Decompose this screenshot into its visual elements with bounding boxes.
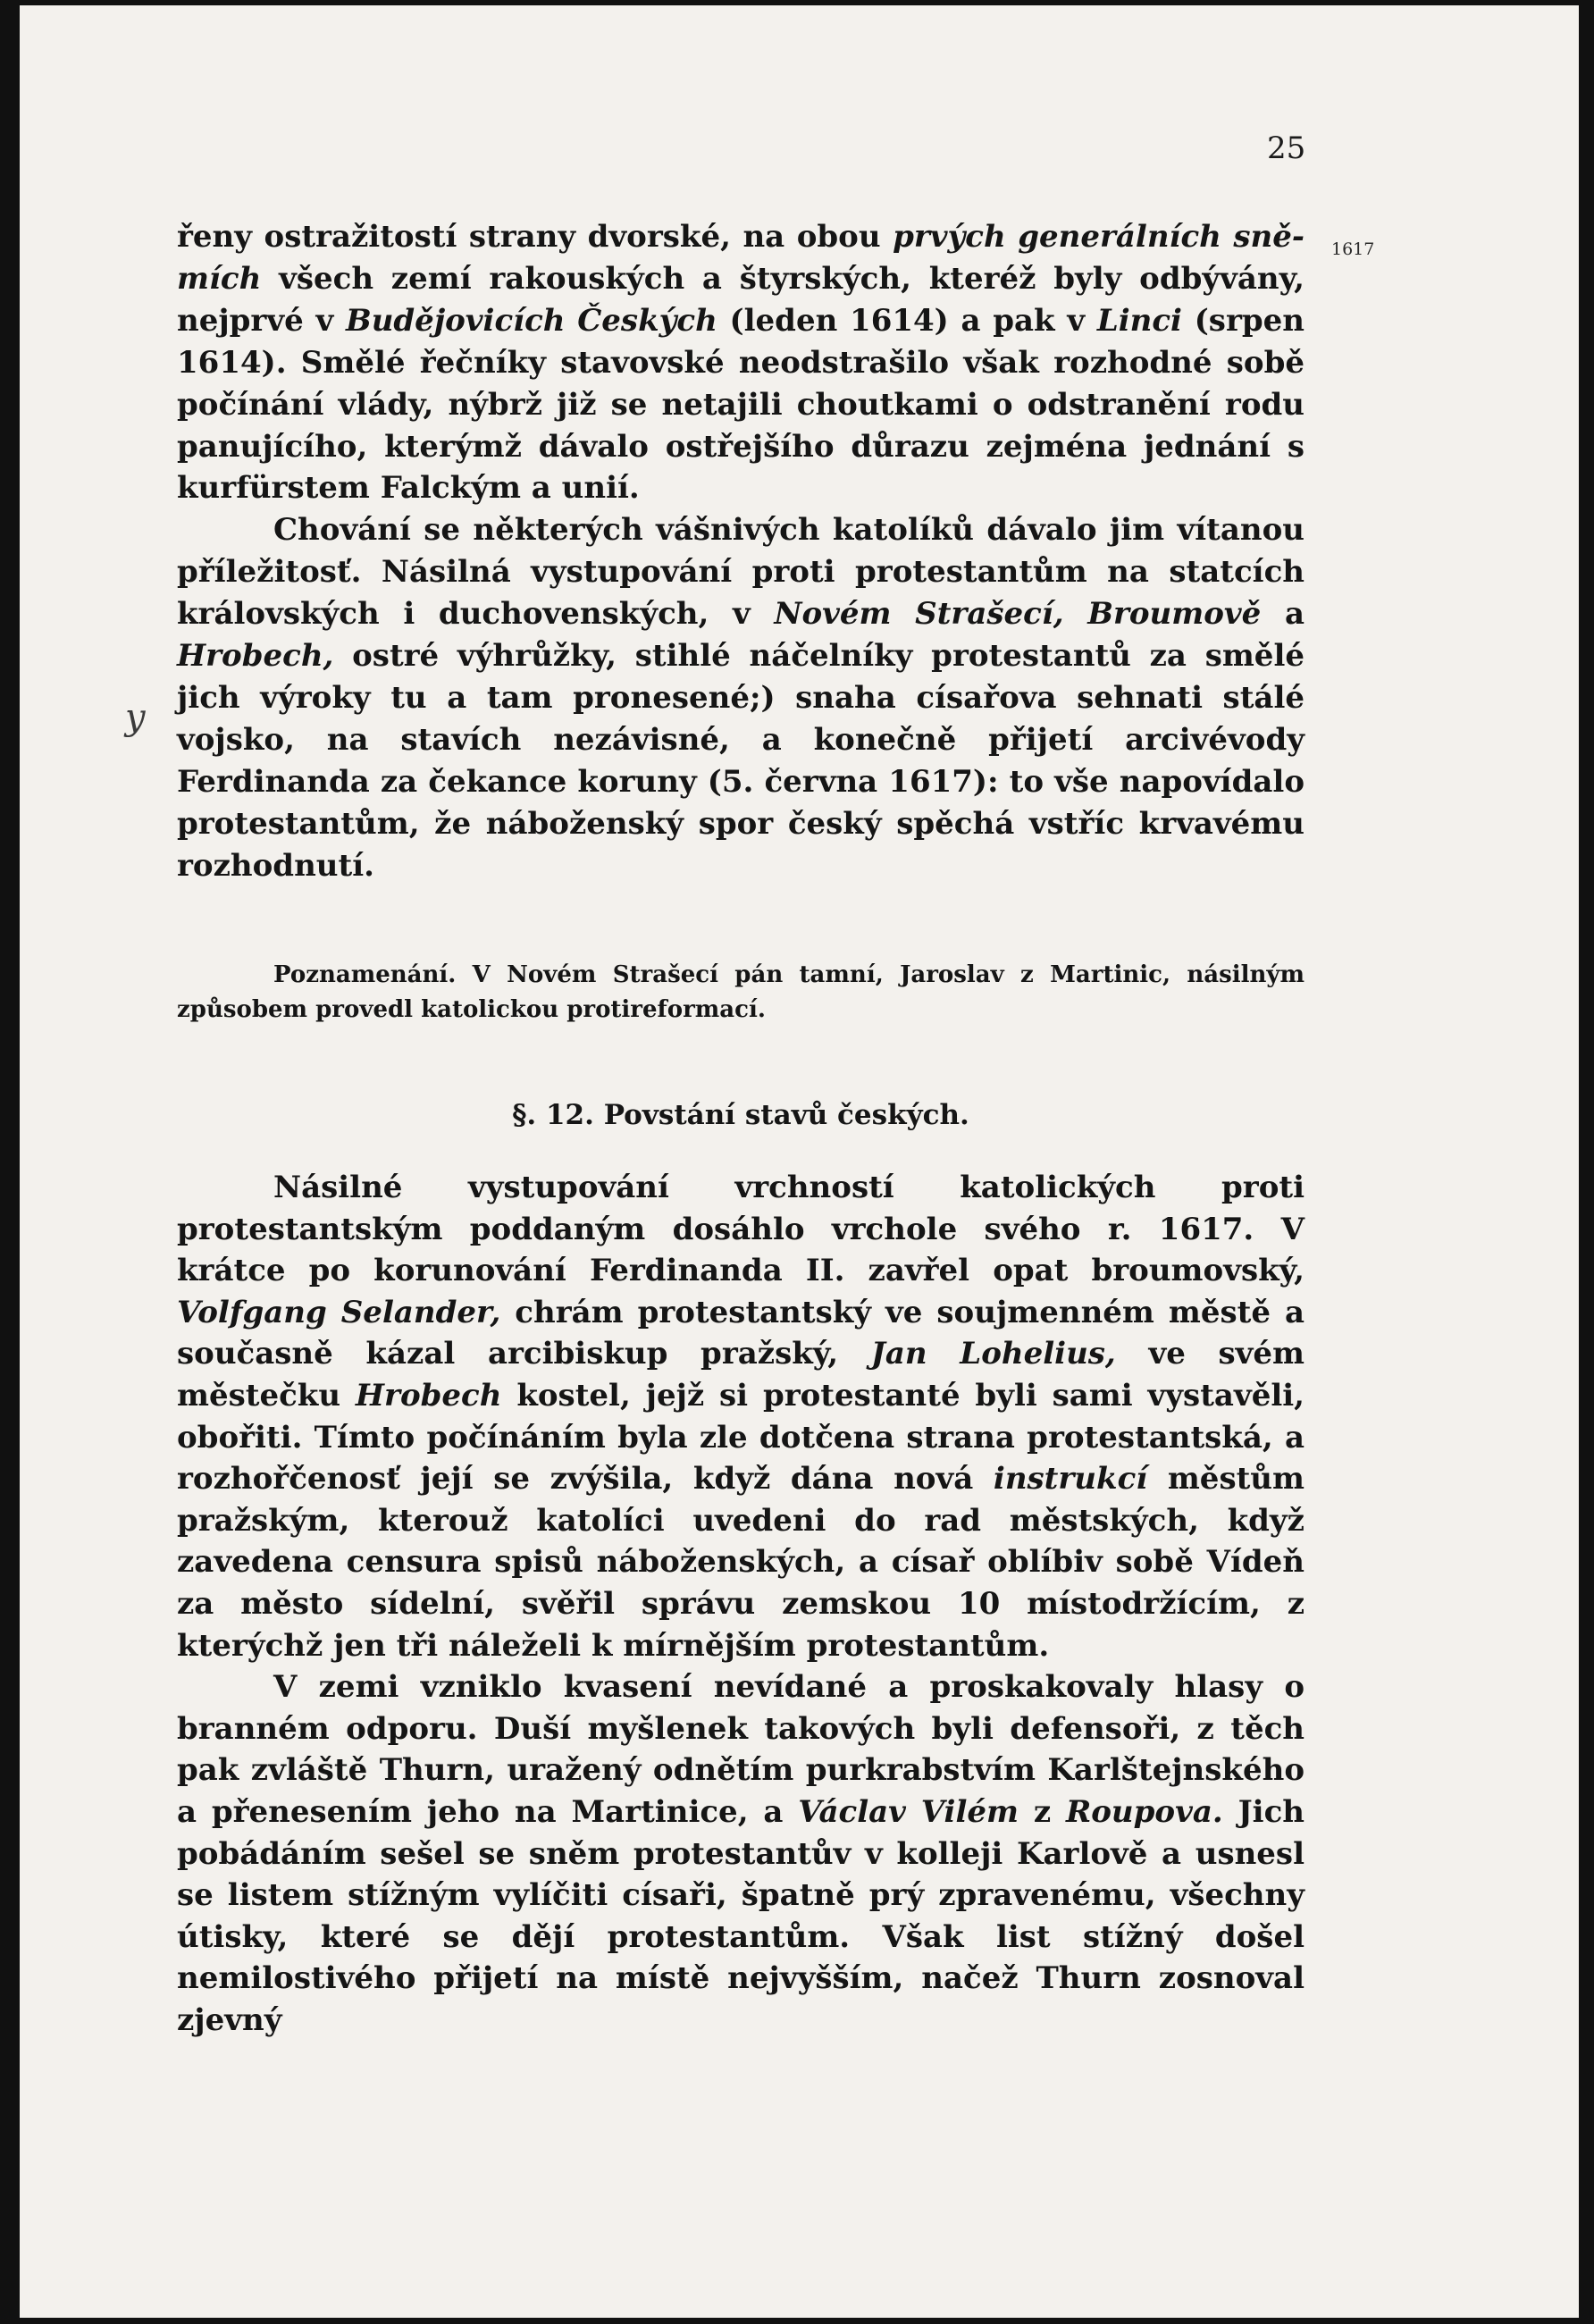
text-run: a — [1261, 596, 1305, 633]
text-run: všech zemí rakouských a štyrských, kteréž byly odbývány, nejprvé v — [177, 260, 1305, 339]
text-run: (srpen 1614). Smělé řečníky stavovské neodstrašilo však rozhodné sobě počínání vlády, nýbrž již se netajili choutkami o odstranění rodu panujícího, kterýmž dávalo ostřejšího důrazu zejména jednání s kurfürstem Falckým a unií. — [177, 302, 1305, 507]
text-run: ostré výhrůžky, stihlé náčelníky protestantů za smělé jich výroky tu a tam pronesené;) snaha císařova sehnati stálé vojsko, na stavích nezávisné, a konečně přijetí arcivévody Ferdinanda za čekance koruny (5. června 1617): to vše napovídalo protestantům, že náboženský spor český spěchá vstříc krvavému rozhodnutí. — [177, 638, 1305, 884]
text-run: Násilné vystupování vrchností katolických proti protestantským poddaným dosáhlo vrchole svého r. 1617. V krátce po korunování Ferdinanda II. zavřel opat broumovský, — [177, 1170, 1305, 1289]
intro-paragraph-1 — [177, 216, 1305, 509]
italic-run: Roupova. — [1066, 1793, 1223, 1830]
text-run: V zemi vzniklo kvasení nevídané a proskakovaly hlasy o branném odporu. Duší myšlenek takových byli defensoři, z těch pak zvláště Thurn, uražený odnětím purkrabstvím Karlštejnského a přenesením jeho na Martinice, a — [177, 1669, 1305, 1830]
text-run: městům pražským, kterouž katolíci uvedeni do rad městských, když zavedena censura spisů náboženských, a císař oblíbiv sobě Vídeň za město sídelní, svěřil správu zemskou 10 místodržícím, z kterýchž jen tři náleželi k mírnějším protestantům. — [177, 1461, 1305, 1664]
text-run: řeny ostražitostí strany dvorské, na obou — [177, 219, 893, 255]
text-run: Chování se některých vášnivých katolíků dávalo jim vítanou příležitosť. Násilná vystupování proti protestantům na statcích královských i duchovenských, v — [177, 512, 1305, 633]
text-run: kostel, jejž si protestanté byli sami vystavěli, obořiti. Tímto počínáním byla zle dotčena strana protestantská, a rozhořčenosť její se zvýšila, když dána nová — [177, 1377, 1305, 1498]
footnote-text: V Novém Strašecí pán tamní, Jaroslav z Martinic, násilným způsobem provedl katolickou protireformací. — [177, 961, 1305, 1023]
footnote — [177, 958, 1305, 1028]
section-paragraph-2 — [177, 1666, 1305, 2041]
page-number: 25 — [1267, 130, 1306, 166]
footnote-label: Poznamenání. — [273, 961, 457, 988]
italic-run: Budějovicích Českých — [345, 302, 717, 339]
text-run: Jich pobádáním sešel se sněm protestantův v kolleji Karlově a usnesl se listem stížným vylíčiti císaři, špatně prý zpravenému, všechny útisky, které se dějí protestantům. Však list stížný došel nemilostivého přijetí na místě nejvyšším, načež Thurn zosnoval zjevný — [177, 1793, 1305, 2038]
handwritten-mark: y — [125, 697, 146, 738]
intro-text — [177, 216, 1305, 887]
text-run: z — [1019, 1793, 1066, 1830]
italic-run: instrukcí — [993, 1461, 1148, 1498]
intro-paragraph-2 — [177, 509, 1305, 886]
section-paragraph-1 — [177, 1167, 1305, 1666]
italic-run: Volfgang Selander, — [177, 1294, 501, 1330]
italic-run: Hrobech — [355, 1377, 502, 1414]
margin-year: 1617 — [1331, 239, 1375, 259]
text-run: ve svém městečku — [177, 1336, 1305, 1414]
section-text — [177, 1167, 1305, 2041]
text-run: (leden 1614) a pak v — [717, 302, 1097, 339]
italic-run: Novém Strašecí, Broumově — [774, 596, 1262, 633]
italic-run: Linci — [1096, 302, 1182, 339]
footnote-paragraph — [177, 958, 1305, 1028]
italic-run: prvých generálních sně- mích — [177, 219, 1305, 297]
text-run: chrám protestantský ve soujmenném městě a současně kázal arcibiskup pražský, — [177, 1294, 1305, 1372]
italic-run: Václav Vilém — [798, 1793, 1019, 1830]
italic-run: Jan Lohelius, — [870, 1336, 1116, 1372]
section-heading: §. 12. Povstání stavů českých. — [512, 1099, 969, 1131]
italic-run: Hrobech, — [177, 638, 334, 675]
